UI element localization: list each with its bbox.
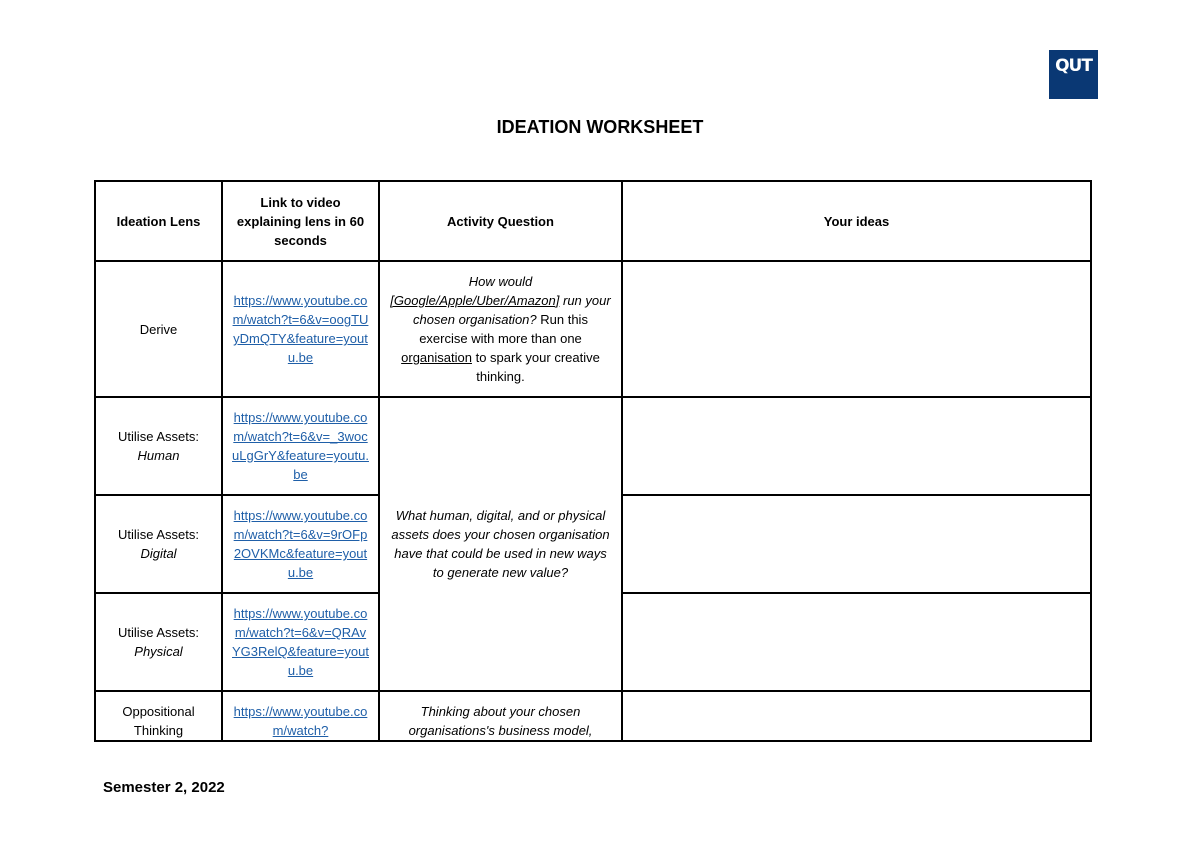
video-link-cell (222, 261, 379, 397)
video-link-digital[interactable]: https://www.youtube.com/watch?t=6&v=9rOFp2OVKMc&feature=youtu.be (233, 508, 368, 580)
footer-semester: Semester 2, 2022 (103, 779, 225, 796)
lens-sub-label: Human (137, 448, 180, 463)
video-link-derive[interactable]: https://www.youtube.com/watch?t=6&v=oogTUyDmQTY&feature=youtu.be (232, 293, 369, 365)
question-text: Run this exercise with more than one (419, 312, 588, 346)
lens-utilise-physical (95, 593, 222, 691)
qut-logo: QUT (1049, 50, 1098, 99)
ideas-input-oppositional[interactable] (622, 691, 1091, 741)
page-title: IDEATION WORKSHEET (496, 117, 704, 137)
lens-label: Utilise Assets: (118, 429, 199, 444)
ideas-input-human[interactable] (622, 397, 1091, 495)
activity-question-oppositional: Thinking about your chosen organisations's business model, (379, 691, 622, 741)
video-link-human[interactable]: https://www.youtube.com/watch?t=6&v=_3wocuLgGrY&feature=youtu.be (232, 410, 369, 482)
video-link-cell (222, 691, 379, 741)
header-your-ideas: Your ideas (622, 181, 1091, 261)
table-row (95, 691, 1091, 741)
header-activity-question: Activity Question (379, 181, 622, 261)
lens-sub-label: Digital (140, 546, 177, 561)
video-link-cell (222, 593, 379, 691)
lens-sub-label: Physical (134, 644, 183, 659)
header-ideation-lens: Ideation Lens (95, 181, 222, 261)
question-text: run your chosen organisation? (413, 293, 611, 327)
lens-utilise-digital (95, 495, 222, 593)
activity-question-derive (379, 261, 622, 397)
ideas-input-physical[interactable] (622, 593, 1091, 691)
video-link-cell (222, 495, 379, 593)
lens-utilise-human (95, 397, 222, 495)
video-link-cell (222, 397, 379, 495)
lens-label: Utilise Assets: (118, 527, 199, 542)
table-row (95, 261, 1091, 397)
table-row (95, 397, 1091, 495)
ideas-input-derive[interactable] (622, 261, 1091, 397)
lens-oppositional-thinking: Oppositional Thinking (95, 691, 222, 741)
header-video-link: Link to video explaining lens in 60 seconds (222, 181, 379, 261)
video-link-oppositional[interactable]: https://www.youtube.com/watch? (233, 704, 368, 738)
ideation-table (94, 180, 1092, 742)
lens-derive: Derive (95, 261, 222, 397)
lens-label: Utilise Assets: (118, 625, 199, 640)
question-organisation: organisation (401, 350, 472, 365)
ideas-input-digital[interactable] (622, 495, 1091, 593)
table-header-row (95, 181, 1091, 261)
video-link-physical[interactable]: https://www.youtube.com/watch?t=6&v=QRAvYG3RelQ&feature=youtu.be (232, 606, 369, 678)
question-text: to spark your creative thinking. (471, 350, 600, 384)
question-companies: [Google/Apple/Uber/Amazon] (390, 293, 560, 308)
question-text: How would (468, 274, 533, 289)
activity-question-assets: What human, digital, and or physical assets does your chosen organisation have that could be used in new ways to generate new value? (379, 397, 622, 691)
